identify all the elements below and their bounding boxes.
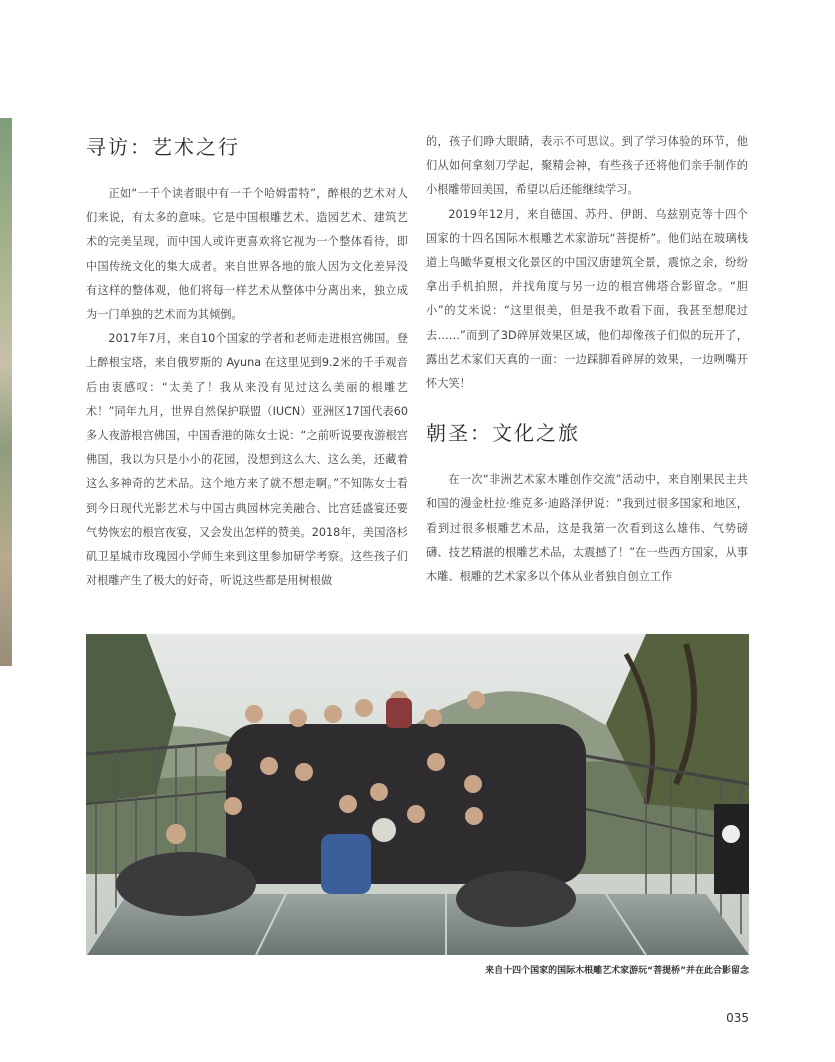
paragraph: 正如“一千个读者眼中有一千个哈姆雷特”，醉根的艺术对人们来说，有太多的意味。它是中国根雕艺术、造园艺术、建筑艺术的完美呈现，而中国人或许更喜欢将它视为一个整体看待，即中国传统文化的集大成者。来自世界各地的旅人因为文化差异没有这样的整体观，他们将每一样艺术从整体中分离出来，独立成为一门单独的艺术而为其倾倒。 [86,187,408,322]
left-column [86,128,408,593]
paragraph: 在一次“非洲艺术家木雕创作交流”活动中，来自刚果民主共和国的漫金杜拉·维克多·迪路泽伊说：“我到过很多国家和地区，看到过很多根雕艺术品，这是我第一次看到这么雄伟、气势磅礴、技艺精湛的根雕艺术品，太震撼了！”在一些西方国家，从事木雕、根雕的艺术家多以个体从业者独自创立工作 [426,473,748,584]
group-photo [86,634,749,955]
right-column [426,130,748,589]
photo-caption: 来自十四个国家的国际木根雕艺术家游玩“菩提桥”并在此合影留念 [485,966,749,976]
section-heading-art-trip: 寻访：艺术之行 [86,135,240,159]
paragraph: 2017年7月，来自10个国家的学者和老师走进根宫佛国。登上醉根宝塔，来自俄罗斯的 Ayuna 在这里见到9.2米的千手观音后由衷感叹：“太美了！我从来没有见过这么美丽的根雕艺术！”同年九月，世界自然保护联盟（IUCN）亚洲区17国代表60多人夜游根宫佛国，中国香港的陈女士说：“之前听说要夜游根宫佛国，我以为只是小小的花园，没想到这么大、这么美，还藏着这么多神奇的艺术品。这个地方来了就不想走啊。”不知陈女士看到今日现代光影艺术与中国古典园林完美融合、比宫廷盛宴还要气势恢宏的根宫夜宴，又会发出怎样的赞美。2018年，美国洛杉矶卫星城市玫瑰园小学师生来到这里参加研学考察。这些孩子们对根雕产生了极大的好奇，听说这些都是用树根做 [86,332,408,588]
edge-photo-strip [0,118,12,666]
paragraph: 2019年12月，来自德国、苏丹、伊朗、乌兹别克等十四个国家的十四名国际木根雕艺术家游玩“菩提桥”。他们站在玻璃栈道上鸟瞰华夏根文化景区的中国汉唐建筑全景，震惊之余，纷纷拿出手机拍照，并找角度与另一边的根宫佛塔合影留念。“胆小”的艾米说：“这里很美，但是我不敢看下面，我甚至想爬过去……”而到了3D碎屏效果区域，他们却像孩子们似的玩开了，露出艺术家们天真的一面：一边踩脚看碎屏的效果，一边咧嘴开怀大笑！ [426,207,748,391]
page-number: 035 [726,1011,749,1025]
group-photo-illustration [86,634,749,955]
paragraph: 的，孩子们睁大眼睛，表示不可思议。到了学习体验的环节，他们从如何拿刻刀学起，聚精会神，有些孩子还将他们亲手制作的小根雕带回美国，希望以后还能继续学习。 [426,135,748,197]
section-heading-culture-trip: 朝圣：文化之旅 [426,421,580,446]
